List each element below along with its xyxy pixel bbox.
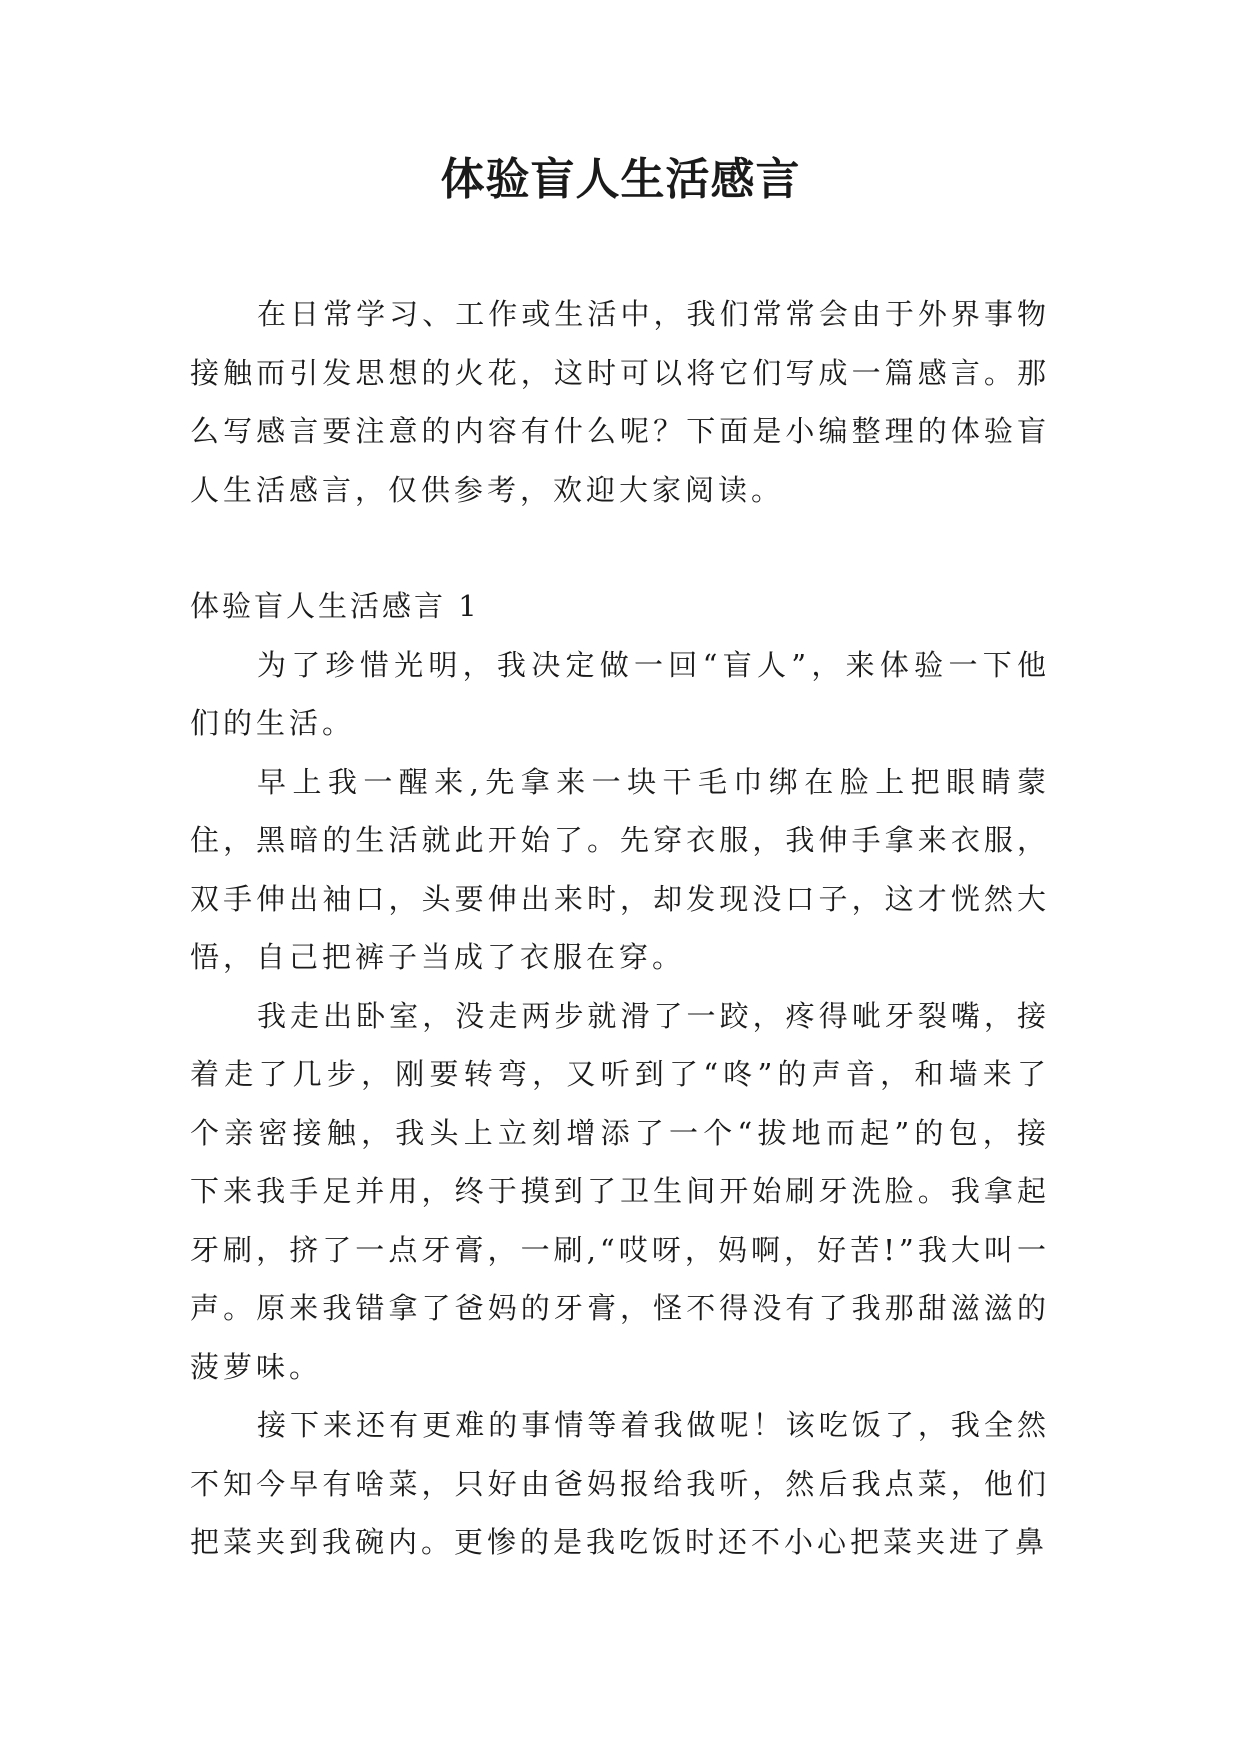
body-paragraph: 接下来还有更难的事情等着我做呢！该吃饭了，我全然不知今早有啥菜，只好由爸妈报给我听，然后我点菜，他们把菜夹到我碗内。更惨的是我吃饭时还不小心把菜夹进了鼻	[190, 1408, 1050, 1559]
body-paragraph: 我走出卧室，没走两步就滑了一跤，疼得呲牙裂嘴，接着走了几步，刚要转弯，又听到了“咚”的声音，和墙来了个亲密接触，我头上立刻增添了一个“拔地而起”的包，接下来我手足并用，终于摸到了卫生间开始刷牙洗脸。我拿起牙刷，挤了一点牙膏，一刷,“哎呀，妈啊，好苦!”我大叫一声。原来我错拿了爸妈的牙膏，怪不得没有了我那甜滋滋的菠萝味。	[190, 998, 1050, 1384]
document-title: 体验盲人生活感言	[440, 154, 801, 205]
body-paragraph: 早上我一醒来,先拿来一块干毛巾绑在脸上把眼睛蒙住，黑暗的生活就此开始了。先穿衣服，我伸手拿来衣服，双手伸出袖口，头要伸出来时，却发现没口子，这才恍然大悟，自己把裤子当成了衣服在穿。	[190, 764, 1050, 974]
intro-paragraph: 在日常学习、工作或生活中，我们常常会由于外界事物接触而引发思想的火花，这时可以将它们写成一篇感言。那么写感言要注意的内容有什么呢？下面是小编整理的体验盲人生活感言，仅供参考，欢迎大家阅读。	[190, 297, 1050, 507]
section-heading: 体验盲人生活感言 1	[190, 589, 480, 623]
body-paragraph: 为了珍惜光明，我决定做一回“盲人”，来体验一下他们的生活。	[190, 647, 1050, 740]
document-body	[190, 285, 1050, 1572]
